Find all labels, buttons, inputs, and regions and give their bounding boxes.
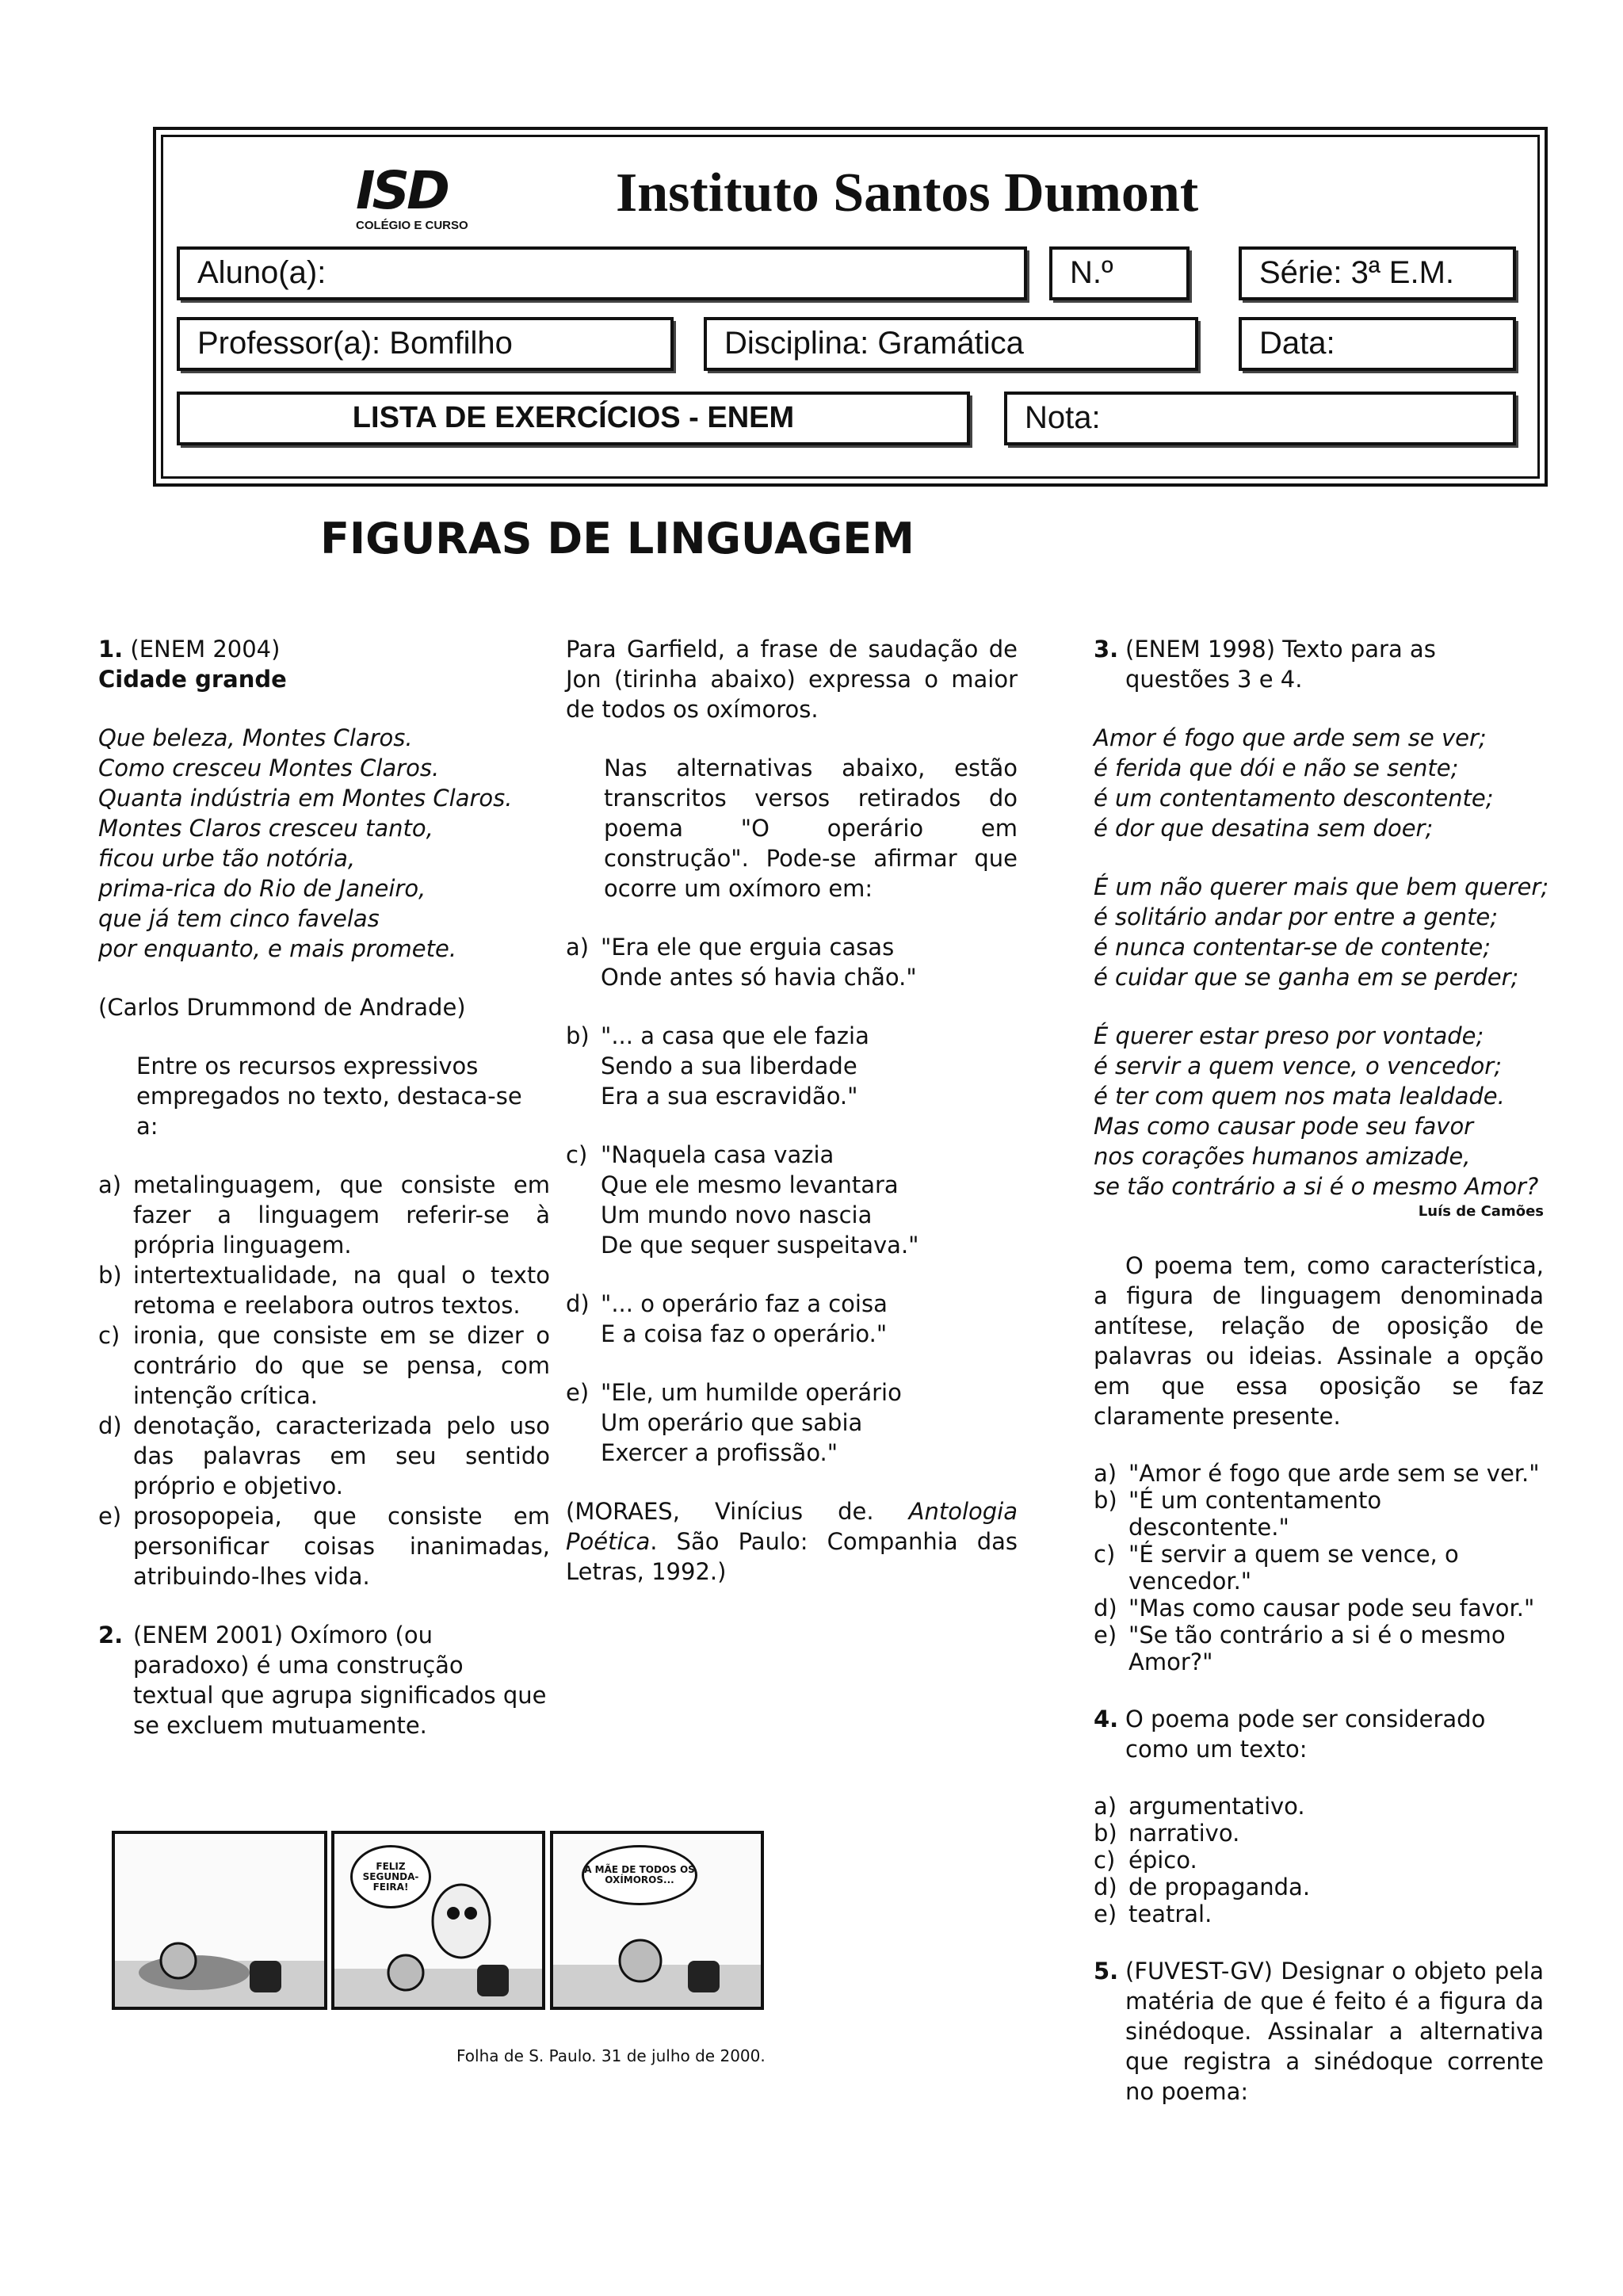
- poem-line: Montes Claros cresceu tanto,: [98, 815, 433, 842]
- poem-line: é servir a quem vence, o vencedor;: [1094, 1052, 1502, 1079]
- q4-alt-b[interactable]: b) narrativo.: [1094, 1820, 1240, 1847]
- q1-prompt: Entre os recursos expressivos empregados no texto, destaca-se a:: [136, 1052, 522, 1140]
- poem-line: Mas como causar pode seu favor: [1094, 1113, 1474, 1140]
- q2-alternatives-d: [566, 1289, 1018, 1349]
- q4-prompt: O poema pode ser considerado como um texto:: [1125, 1706, 1486, 1763]
- q1-poem-title: Cidade grande: [98, 666, 287, 693]
- professor-field: [177, 317, 674, 371]
- q2-number: 2.: [98, 1622, 124, 1648]
- disciplina-field: [704, 317, 1198, 371]
- q3-prompt: O poema tem, como característica, a figura de linguagem denominada antítese, relação de oposição de palavras ou ideias. Assinale a opção em que essa oposição se faz claramente presente.: [1094, 1252, 1544, 1430]
- q1-alt-b[interactable]: b) intertextualidade, na qual o texto retoma e reelabora outros textos.: [98, 1262, 550, 1319]
- poem-line: Como cresceu Montes Claros.: [98, 755, 440, 781]
- q4-alt-d[interactable]: d) de propaganda.: [1094, 1874, 1311, 1901]
- aluno-field[interactable]: [177, 246, 1027, 300]
- header-box: [153, 127, 1548, 487]
- poem-line: é solitário andar por entre a gente;: [1094, 904, 1499, 930]
- data-label: Data:: [1259, 326, 1335, 361]
- lista-field: [177, 392, 970, 445]
- q1-alt-c[interactable]: c) ironia, que consiste em se dizer o contrário do que se pensa, com intenção crítica.: [98, 1322, 550, 1409]
- q1-alt-a[interactable]: a) metalinguagem, que consiste em fazer a linguagem referir-se à própria linguagem.: [98, 1171, 550, 1259]
- logo-subtitle: COLÉGIO E CURSO: [356, 219, 468, 232]
- nota-label: Nota:: [1025, 400, 1101, 435]
- q1-poem: [98, 723, 550, 964]
- q1-header: [98, 634, 550, 664]
- serie-label: Série: 3ª E.M.: [1259, 255, 1454, 290]
- q2-garfield-text: Para Garfield, a frase de saudação de Jon (tirinha abaixo) expressa o maior de todos os oxímoros.: [566, 636, 1018, 723]
- q2-alt-c[interactable]: c) "Naquela casa vazia Que ele mesmo levantara Um mundo novo nascia De que sequer suspeitava.": [566, 1141, 919, 1259]
- q1-alternatives: [98, 1170, 550, 1591]
- q2-alt-d[interactable]: d) "... o operário faz a coisa E a coisa faz o operário.": [566, 1290, 888, 1347]
- q2-intro: [98, 1620, 550, 1740]
- q2-alternatives-e: [566, 1377, 1018, 1468]
- q2-alternatives-b: [566, 1021, 1018, 1111]
- school-name: Instituto Santos Dumont: [616, 162, 1199, 223]
- comic-panel-1: [112, 1831, 327, 2010]
- poem-line: é ter com quem nos mata lealdade.: [1094, 1083, 1505, 1110]
- numero-field[interactable]: [1049, 246, 1190, 300]
- q3-alternatives: [1094, 1460, 1544, 1675]
- lista-label: LISTA DE EXERCÍCIOS - ENEM: [352, 401, 795, 434]
- q1-alt-d[interactable]: d) denotação, caracterizada pelo uso das palavras em seu sentido próprio e objetivo.: [98, 1412, 550, 1499]
- q2-alternatives: [566, 932, 1018, 992]
- q4-number: 4.: [1094, 1706, 1119, 1733]
- professor-label: Professor(a): Bomfilho: [197, 326, 513, 361]
- q3-alt-b[interactable]: b) "É um contentamento descontente.": [1094, 1487, 1382, 1541]
- poem-line: é nunca contentar-se de contente;: [1094, 934, 1491, 961]
- poem-line: por enquanto, e mais promete.: [98, 935, 457, 962]
- poem-line: É um não querer mais que bem querer;: [1094, 873, 1549, 900]
- aluno-label: Aluno(a):: [197, 255, 327, 290]
- q1-number: 1.: [98, 636, 124, 663]
- poem-line: Que beleza, Montes Claros.: [98, 724, 413, 751]
- page-title: FIGURAS DE LINGUAGEM: [320, 514, 915, 563]
- q2-alt-b[interactable]: b) "... a casa que ele fazia Sendo a sua liberdade Era a sua escravidão.": [566, 1022, 869, 1110]
- q2-intro-text: (ENEM 2001) Oxímoro (ou paradoxo) é uma construção textual que agrupa significados que se excluem mutuamente.: [133, 1622, 547, 1739]
- q3-header: [1094, 634, 1544, 694]
- q3-alt-d[interactable]: d) "Mas como causar pode seu favor.": [1094, 1595, 1535, 1622]
- q4-header: [1094, 1704, 1544, 1764]
- comic-drawing-1: [115, 1834, 324, 2007]
- school-logo: [356, 160, 491, 232]
- disciplina-label: Disciplina: Gramática: [724, 326, 1024, 361]
- poem-line: É querer estar preso por vontade;: [1094, 1022, 1484, 1049]
- column-1: [98, 634, 550, 1740]
- poem-line: é dor que desatina sem doer;: [1094, 815, 1434, 842]
- q4-alternatives: [1094, 1793, 1544, 1927]
- poem-line: se tão contrário a si é o mesmo Amor?: [1094, 1173, 1539, 1200]
- comic-panel-2: [331, 1831, 545, 2010]
- q2-alt-a[interactable]: a) "Era ele que erguia casas Onde antes só havia chão.": [566, 934, 917, 991]
- q5-number: 5.: [1094, 1958, 1119, 1985]
- data-field[interactable]: [1239, 317, 1516, 371]
- logo-mark: ISD: [356, 160, 447, 221]
- poem-line: Quanta indústria em Montes Claros.: [98, 785, 513, 812]
- poem-line: Amor é fogo que arde sem se ver;: [1094, 724, 1487, 751]
- poem-line: é ferida que dói e não se sente;: [1094, 755, 1459, 781]
- q4-alt-e[interactable]: e) teatral.: [1094, 1901, 1212, 1927]
- poem-line: que já tem cinco favelas: [98, 905, 380, 932]
- q3-source: (ENEM 1998) Texto para as questões 3 e 4.: [1125, 636, 1436, 693]
- q3-stanza-1: [1094, 723, 1544, 843]
- q3-number: 3.: [1094, 636, 1119, 663]
- q3-stanza-2: [1094, 872, 1549, 992]
- q3-alt-a[interactable]: a) "Amor é fogo que arde sem se ver.": [1094, 1460, 1540, 1487]
- column-3: [1094, 634, 1549, 2107]
- q5-header: [1094, 1956, 1544, 2107]
- q4-alt-a[interactable]: a) argumentativo.: [1094, 1793, 1305, 1820]
- comic-credit: Folha de S. Paulo. 31 de julho de 2000.: [456, 2046, 766, 2065]
- q4-alt-c[interactable]: c) épico.: [1094, 1847, 1197, 1874]
- q1-source: (ENEM 2004): [130, 636, 281, 663]
- q2-alt-e[interactable]: e) "Ele, um humilde operário Um operário que sabia Exercer a profissão.": [566, 1379, 902, 1466]
- q3-alt-e[interactable]: e) "Se tão contrário a si é o mesmo Amor?": [1094, 1622, 1506, 1675]
- numero-label: N.º: [1070, 255, 1113, 290]
- poem-line: prima-rica do Rio de Janeiro,: [98, 875, 426, 902]
- serie-field: [1239, 246, 1516, 300]
- q3-stanza-3: [1094, 1021, 1544, 1201]
- q2-reference: (MORAES, Vinícius de. Antologia Poética. São Paulo: Companhia das Letras, 1992.): [566, 1498, 1018, 1585]
- poem-line: é cuidar que se ganha em se perder;: [1094, 964, 1519, 991]
- column-2: [566, 634, 1018, 1587]
- q1-alt-e[interactable]: e) prosopopeia, que consiste em personificar coisas inanimadas, atribuindo-lhes vida.: [98, 1503, 550, 1590]
- poem-line: ficou urbe tão notória,: [98, 845, 356, 872]
- q3-alt-c[interactable]: c) "É servir a quem se vence, o vencedor.": [1094, 1541, 1459, 1595]
- comic-balloon-2: A MÃE DE TODOS OS OXÍMOROS...: [582, 1845, 697, 1905]
- q3-author: Luís de Camões: [1418, 1203, 1544, 1220]
- comic-panel-3: [550, 1831, 764, 2010]
- poem-line: é um contentamento descontente;: [1094, 785, 1494, 812]
- q2-alternatives-c: [566, 1140, 1018, 1260]
- q2-prompt: Nas alternativas abaixo, estão transcritos versos retirados do poema "O operário em construção". Pode-se afirmar que ocorre um oxímoro em:: [604, 755, 1018, 902]
- nota-field[interactable]: [1004, 392, 1516, 445]
- q5-prompt: (FUVEST-GV) Designar o objeto pela matéria de que é feito é a figura da sinédoque. Assinalar a alternativa que registra a sinédoque corrente no poema:: [1125, 1958, 1544, 2105]
- q1-author: (Carlos Drummond de Andrade): [98, 994, 466, 1021]
- poem-line: nos corações humanos amizade,: [1094, 1143, 1471, 1170]
- comic-balloon-1: FELIZ SEGUNDA-FEIRA!: [350, 1845, 431, 1908]
